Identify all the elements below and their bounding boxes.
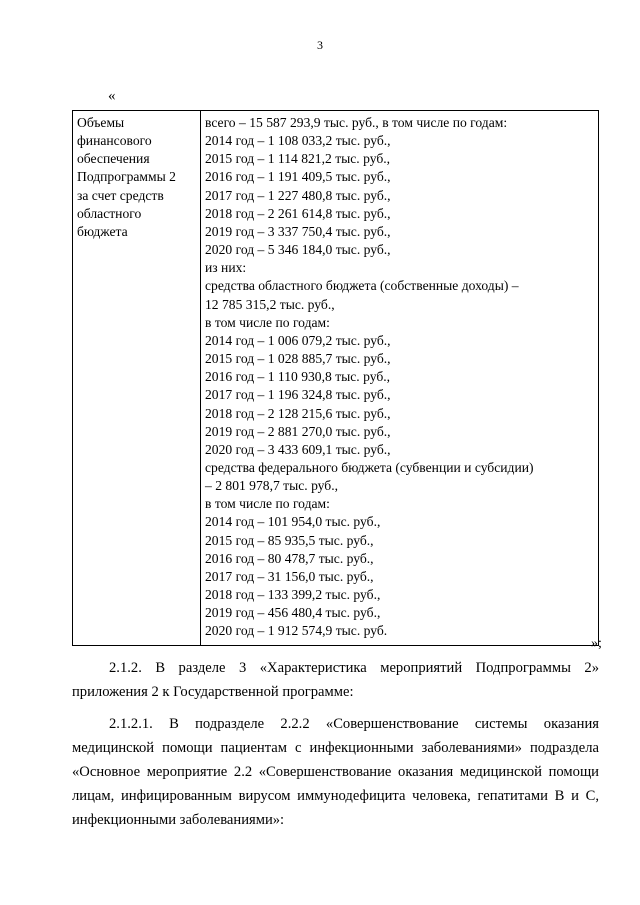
label-line: бюджета: [77, 223, 128, 239]
value-line: 12 785 315,2 тыс. руб.,: [205, 296, 335, 312]
value-line: 2014 год – 1 006 079,2 тыс. руб.,: [205, 332, 391, 348]
label-line: финансового: [77, 133, 152, 149]
value-line: 2020 год – 1 912 574,9 тыс. руб.: [205, 623, 388, 639]
value-line: 2014 год – 101 954,0 тыс. руб.,: [205, 514, 381, 530]
value-line: 2019 год – 3 337 750,4 тыс. руб.,: [205, 223, 391, 239]
value-line: всего – 15 587 293,9 тыс. руб., в том числе по годам:: [205, 115, 508, 130]
value-line: 2020 год – 3 433 609,1 тыс. руб.,: [205, 441, 391, 457]
label-line: обеспечения: [77, 151, 150, 167]
value-line: 2016 год – 1 191 409,5 тыс. руб.,: [205, 169, 391, 185]
value-line: 2017 год – 1 227 480,8 тыс. руб.,: [205, 187, 391, 203]
value-line: 2020 год – 5 346 184,0 тыс. руб.,: [205, 242, 391, 258]
table-label-cell: [73, 111, 201, 646]
value-line: 2019 год – 456 480,4 тыс. руб.,: [205, 605, 381, 621]
paragraph: 2.1.2. В разделе 3 «Характеристика мероприятий Подпрограммы 2» приложения 2 к Государственной программе:: [72, 660, 599, 700]
opening-quote: «: [108, 88, 116, 104]
value-line: 2018 год – 2 128 215,6 тыс. руб.,: [205, 405, 391, 421]
table-value-cell: [201, 111, 599, 646]
value-line: 2015 год – 1 114 821,2 тыс. руб.,: [205, 151, 391, 167]
label-line: Подпрограммы 2: [77, 169, 176, 185]
financing-table: [72, 110, 599, 646]
value-line: 2014 год – 1 108 033,2 тыс. руб.,: [205, 133, 391, 149]
value-line: – 2 801 978,7 тыс. руб.,: [205, 478, 339, 494]
value-line: 2017 год – 31 156,0 тыс. руб.,: [205, 568, 374, 584]
value-line: 2015 год – 85 935,5 тыс. руб.,: [205, 532, 374, 548]
label-line: областного: [77, 205, 142, 221]
label-line: Объемы: [77, 115, 125, 130]
value-line: из них:: [205, 260, 247, 276]
value-line: 2019 год – 2 881 270,0 тыс. руб.,: [205, 423, 391, 439]
value-line: 2018 год – 2 261 614,8 тыс. руб.,: [205, 205, 391, 221]
value-line: 2015 год – 1 028 885,7 тыс. руб.,: [205, 351, 391, 367]
closing-quote: »;: [591, 636, 602, 651]
paragraph: 2.1.2.1. В подразделе 2.2.2 «Совершенствование системы оказания медицинской помощи пациентам с инфекционными заболеваниями» подраздела «Основное мероприятие 2.2 «Совершенствование оказания медицинской помощи лицам, инфицированным вирусом иммунодефицита человека, гепатитами В и С, инфекционными заболеваниями»:: [72, 716, 599, 828]
value-line: в том числе по годам:: [205, 314, 330, 330]
label-line: за счет средств: [77, 187, 164, 203]
value-line: 2018 год – 133 399,2 тыс. руб.,: [205, 587, 381, 603]
value-line: 2017 год – 1 196 324,8 тыс. руб.,: [205, 387, 391, 403]
value-line: 2016 год – 1 110 930,8 тыс. руб.,: [205, 369, 391, 385]
table-row: [73, 111, 599, 646]
page-number: 3: [317, 38, 323, 52]
value-line: в том числе по годам:: [205, 496, 330, 512]
value-line: средства федерального бюджета (субвенции и субсидии): [205, 459, 534, 475]
value-line: средства областного бюджета (собственные доходы) –: [205, 278, 519, 294]
value-line: 2016 год – 80 478,7 тыс. руб.,: [205, 550, 374, 566]
